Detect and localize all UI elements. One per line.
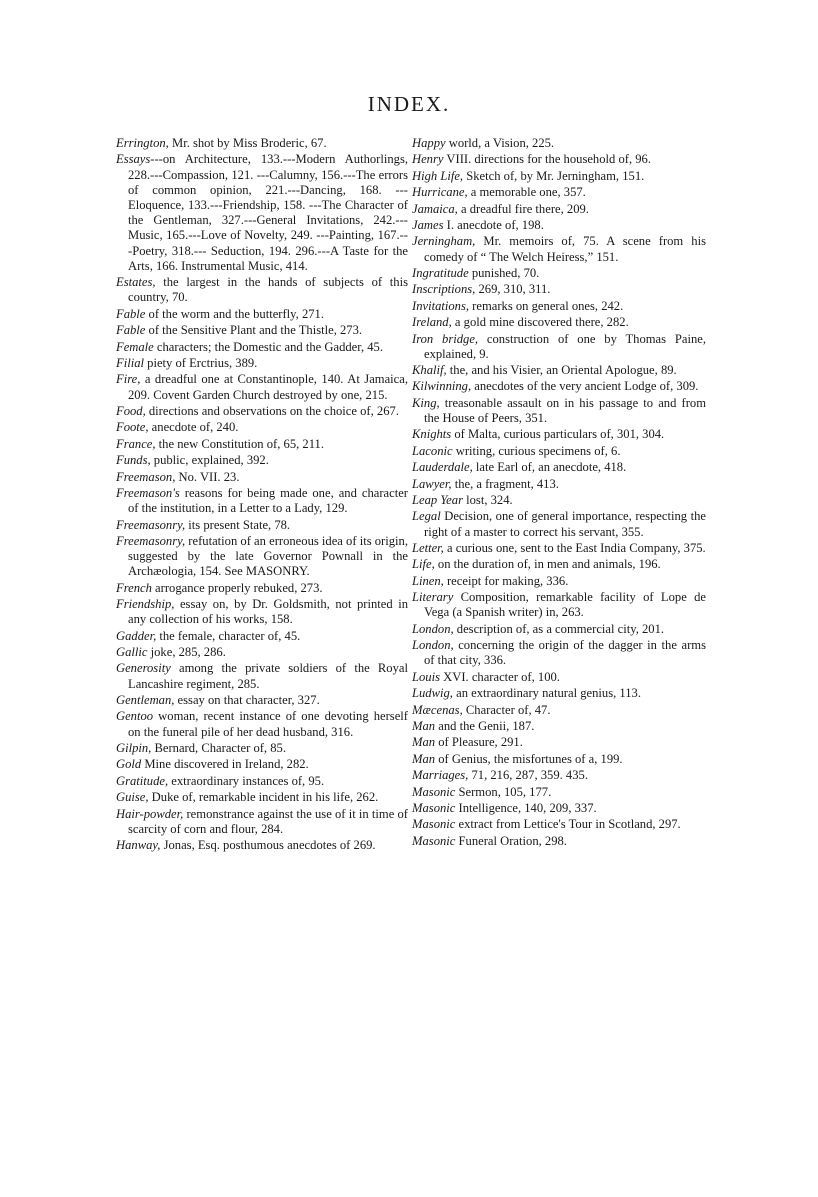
index-text: Sermon, 105, 177.	[455, 784, 552, 799]
index-text: Character of, 47.	[462, 702, 551, 717]
index-entry	[116, 807, 408, 837]
index-headword: Ludwig,	[412, 686, 453, 701]
index-entry	[116, 693, 408, 708]
index-text: ---on Architecture, 133.---Modern Authorlings, 228.---Compassion, 121. ---Calumny, 156.---The errors of common opinion, 221.---Dancing, 168. ---Eloquence, 133.---Friendship, 158. ---The Character of the Gentleman, 327.---General Invitations, 242.--- Music, 165.---Love of Novelty, 249. ---Painting, 167.---Poetry, 318.--- Seduction, 194. 296.---A Taste for the Arts, 166. Instrumental Music, 414.	[128, 152, 408, 273]
index-text: Sketch of, by Mr. Jerningham, 151.	[463, 168, 645, 183]
index-headword: Guise,	[116, 790, 149, 805]
index-headword: Man	[412, 751, 436, 766]
index-headword: Female	[116, 339, 154, 354]
index-entry	[412, 719, 706, 734]
index-entry	[116, 404, 408, 419]
index-text: late Earl of, an anecdote, 418.	[472, 460, 627, 475]
index-text: 71, 216, 287, 359. 435.	[468, 768, 588, 783]
index-entry	[412, 493, 706, 508]
index-headword: Knights	[412, 427, 452, 442]
index-headword: France,	[116, 436, 156, 451]
index-headword: Louis	[412, 669, 440, 684]
index-text: the largest in the hands of subjects of this country, 70.	[128, 275, 408, 305]
index-entry	[412, 396, 706, 426]
index-entry	[412, 299, 706, 314]
index-headword: Life,	[412, 557, 435, 572]
index-headword: Jerningham,	[412, 234, 476, 249]
index-entry	[412, 218, 706, 233]
index-entry	[412, 282, 706, 297]
index-text: construction of one by Thomas Paine, explained, 9.	[424, 331, 706, 361]
index-text: XVI. character of, 100.	[440, 669, 560, 684]
index-text: of Malta, curious particulars of, 301, 304.	[451, 427, 665, 442]
index-headword: Man	[412, 718, 436, 733]
index-entry	[412, 202, 706, 217]
index-entry	[412, 735, 706, 750]
index-text: punished, 70.	[468, 265, 540, 280]
index-text: Mr. shot by Miss Broderic, 67.	[168, 136, 327, 150]
index-entry	[412, 185, 706, 200]
index-entry	[412, 541, 706, 556]
index-entry	[116, 534, 408, 580]
index-entry	[412, 509, 706, 539]
index-text: arrogance properly rebuked, 273.	[151, 580, 323, 595]
index-text: Intelligence, 140, 209, 337.	[455, 800, 597, 815]
index-entry	[412, 801, 706, 816]
index-entry	[412, 444, 706, 459]
index-text: a curious one, sent to the East India Company, 375.	[443, 541, 706, 556]
index-text: a gold mine discovered there, 282.	[451, 315, 629, 330]
index-headword: Gentleman,	[116, 693, 175, 708]
index-text: remarks on general ones, 242.	[469, 298, 624, 313]
index-text: woman, recent instance of one devoting herself on the funeral pile of her dead husband, 316.	[128, 709, 408, 739]
index-text: public, explained, 392.	[150, 453, 269, 468]
index-entry	[116, 470, 408, 485]
index-headword: Henry	[412, 152, 444, 167]
index-entry	[116, 629, 408, 644]
index-entry	[116, 518, 408, 533]
index-headword: Fable	[116, 306, 146, 321]
index-text: Mine discovered in Ireland, 282.	[141, 757, 309, 772]
index-headword: Khalif,	[412, 363, 447, 378]
index-text: the, and his Visier, an Oriental Apologue, 89.	[446, 363, 677, 378]
index-text: directions and observations on the choice of, 267.	[145, 403, 399, 418]
index-headword: Lauderdale,	[412, 460, 473, 475]
index-text: anecdote of, 240.	[148, 420, 239, 435]
index-headword: Kilwinning,	[412, 379, 472, 394]
index-headword: Fable	[116, 323, 146, 338]
index-headword: Essays	[116, 152, 151, 167]
index-entry	[412, 752, 706, 767]
index-entry	[412, 703, 706, 718]
index-entry	[412, 785, 706, 800]
index-entry	[116, 437, 408, 452]
index-entry	[412, 557, 706, 572]
index-column-left	[116, 136, 408, 855]
index-entry	[116, 790, 408, 805]
index-entry	[412, 590, 706, 620]
index-text: VIII. directions for the household of, 96.	[443, 152, 652, 167]
index-headword: Lawyer,	[412, 476, 452, 491]
index-text: extraordinary instances of, 95.	[168, 773, 325, 788]
index-entry	[116, 420, 408, 435]
index-text: of Genius, the misfortunes of a, 199.	[435, 751, 623, 766]
index-entry	[116, 581, 408, 596]
index-headword: Ireland,	[412, 315, 452, 330]
index-headword: Hanway,	[116, 838, 161, 853]
index-headword: High Life,	[412, 168, 464, 183]
index-text: characters; the Domestic and the Gadder, 45.	[153, 339, 384, 354]
index-headword: London,	[412, 638, 454, 653]
index-headword: Food,	[116, 403, 146, 418]
index-text: refutation of an erroneous idea of its origin, suggested by the late Governor Pownall in the Archæologia, 154. See MASONRY.	[128, 533, 408, 579]
index-text: essay on, by Dr. Goldsmith, not printed in any collection of his works, 158.	[128, 597, 408, 627]
index-text: an extraordinary natural genius, 113.	[452, 686, 641, 701]
index-headword: Jamaica,	[412, 201, 458, 216]
index-entry	[412, 477, 706, 492]
index-entry	[412, 152, 706, 167]
index-text: lost, 324.	[462, 493, 513, 508]
index-headword: Man	[412, 735, 436, 750]
index-headword: Ingratitude	[412, 265, 469, 280]
index-headword: Gold	[116, 757, 142, 772]
index-entry	[412, 670, 706, 685]
index-headword: Inscriptions,	[412, 282, 476, 297]
index-headword: French	[116, 580, 152, 595]
index-entry	[116, 136, 408, 151]
index-headword: Friendship,	[116, 597, 175, 612]
index-entry	[412, 817, 706, 832]
index-entry	[412, 315, 706, 330]
index-entry	[116, 356, 408, 371]
index-text: I. anecdote of, 198.	[443, 217, 544, 232]
index-entry	[412, 379, 706, 394]
index-headword: Iron bridge,	[412, 331, 479, 346]
index-headword: Generosity	[116, 661, 171, 676]
index-text: piety of Erctrius, 389.	[144, 355, 258, 370]
index-text: concerning the origin of the dagger in the arms of that city, 336.	[424, 638, 706, 668]
index-entry	[116, 709, 408, 739]
index-headword: Freemasonry,	[116, 517, 186, 532]
index-text: treasonable assault on in his passage to and from the House of Peers, 351.	[424, 395, 706, 426]
index-text: essay on that character, 327.	[174, 693, 320, 708]
index-entry	[412, 686, 706, 701]
index-headword: Freemason,	[116, 469, 176, 484]
index-text: anecdotes of the very ancient Lodge of, 309.	[471, 379, 699, 394]
index-text: its present State, 78.	[185, 517, 291, 532]
index-headword: Leap Year	[412, 493, 463, 508]
index-entry	[412, 136, 706, 151]
index-text: Funeral Oration, 298.	[455, 833, 567, 848]
index-headword: Letter,	[412, 541, 444, 556]
index-headword: Masonic	[412, 784, 456, 799]
index-headword: Filial	[116, 355, 144, 370]
index-text: on the duration of, in men and animals, 196.	[434, 557, 661, 572]
index-entry	[412, 834, 706, 849]
index-headword: Laconic	[412, 443, 453, 458]
index-headword: Errington,	[116, 136, 169, 150]
index-headword: Masonic	[412, 833, 456, 848]
index-headword: Legal	[412, 509, 441, 524]
index-text: of the Sensitive Plant and the Thistle, 273.	[145, 323, 363, 338]
page-title: INDEX.	[367, 92, 451, 116]
index-entry	[116, 486, 408, 516]
index-headword: Foote,	[116, 420, 149, 435]
index-headword: Gadder,	[116, 628, 157, 643]
index-entry	[412, 622, 706, 637]
index-text: the new Constitution of, 65, 211.	[155, 436, 325, 451]
index-text: remonstrance against the use of it in time of scarcity of corn and flour, 284.	[128, 806, 408, 836]
index-text: a dreadful fire there, 209.	[457, 201, 589, 216]
index-entry	[116, 741, 408, 756]
index-headword: Freemasonry,	[116, 533, 186, 548]
index-text: Duke of, remarkable incident in his life, 262.	[148, 790, 379, 805]
index-headword: Gilpin,	[116, 741, 152, 756]
index-text: Mr. memoirs of, 75. A scene from his comedy of “ The Welch Heiress,” 151.	[424, 234, 706, 264]
index-entry	[412, 768, 706, 783]
index-entry	[412, 427, 706, 442]
index-text: reasons for being made one, and character of the institution, in a Letter to a Lady, 129.	[128, 485, 408, 516]
index-column-right	[412, 136, 706, 850]
index-headword: Hurricane,	[412, 185, 468, 200]
index-text: and the Genii, 187.	[435, 718, 535, 733]
index-headword: Invitations,	[412, 298, 470, 313]
index-text: No. VII. 23.	[175, 469, 240, 484]
index-entry	[116, 275, 408, 305]
index-text: a dreadful one at Constantinople, 140. At Jamaica, 209. Covent Garden Church destroyed by one, 215.	[128, 372, 408, 402]
index-headword: James	[412, 217, 444, 232]
index-entry	[116, 453, 408, 468]
index-text: Bernard, Character of, 85.	[151, 741, 286, 756]
index-entry	[116, 340, 408, 355]
index-entry	[116, 323, 408, 338]
index-text: of Pleasure, 291.	[435, 735, 523, 750]
index-entry	[116, 645, 408, 660]
index-text: world, a Vision, 225.	[445, 136, 555, 150]
index-headword: Marriages,	[412, 768, 469, 783]
index-entry	[116, 774, 408, 789]
index-text: a memorable one, 357.	[467, 185, 586, 200]
index-entry	[116, 152, 408, 274]
index-headword: Masonic	[412, 800, 456, 815]
index-headword: Hair-powder,	[116, 806, 184, 821]
index-headword: London,	[412, 621, 454, 636]
index-text: 269, 310, 311.	[475, 282, 551, 297]
index-text: extract from Lettice's Tour in Scotland, 297.	[455, 817, 681, 832]
index-headword: Funds,	[116, 453, 151, 468]
index-entry	[412, 234, 706, 264]
index-text: receipt for making, 336.	[443, 573, 569, 588]
index-entry	[412, 266, 706, 281]
index-entry	[412, 169, 706, 184]
index-headword: Happy	[412, 136, 446, 150]
index-headword: Gentoo	[116, 709, 154, 724]
index-headword: Mæcenas,	[412, 702, 463, 717]
index-text: Composition, remarkable facility of Lope de Vega (a Spanish writer) in, 263.	[424, 590, 706, 620]
index-text: description of, as a commercial city, 201.	[453, 621, 665, 636]
index-headword: Gallic	[116, 645, 148, 660]
index-headword: Masonic	[412, 817, 456, 832]
index-headword: Fire,	[116, 372, 141, 387]
index-text: the female, character of, 45.	[156, 628, 301, 643]
index-text: of the worm and the butterfly, 271.	[145, 306, 324, 321]
index-text: Decision, one of general importance, respecting the right of a master to correct his servant, 355.	[424, 509, 706, 539]
index-headword: Freemason's	[116, 485, 180, 500]
index-entry	[116, 372, 408, 402]
index-entry	[116, 838, 408, 853]
index-headword: Estates,	[116, 275, 156, 290]
index-text: the, a fragment, 413.	[451, 476, 559, 491]
index-headword: King,	[412, 395, 440, 410]
index-text: writing, curious specimens of, 6.	[452, 443, 621, 458]
index-text: Jonas, Esq. posthumous anecdotes of 269.	[160, 838, 376, 853]
index-entry	[116, 757, 408, 772]
index-text: among the private soldiers of the Royal Lancashire regiment, 285.	[128, 661, 408, 691]
index-headword: Gratitude,	[116, 773, 169, 788]
index-entry	[412, 332, 706, 362]
index-entry	[116, 597, 408, 627]
index-entry	[116, 307, 408, 322]
index-entry	[412, 460, 706, 475]
index-entry	[412, 638, 706, 668]
index-entry	[412, 574, 706, 589]
index-headword: Literary	[412, 590, 454, 605]
index-headword: Linen,	[412, 573, 444, 588]
index-entry	[116, 661, 408, 691]
index-entry	[412, 363, 706, 378]
index-text: joke, 285, 286.	[147, 645, 226, 660]
